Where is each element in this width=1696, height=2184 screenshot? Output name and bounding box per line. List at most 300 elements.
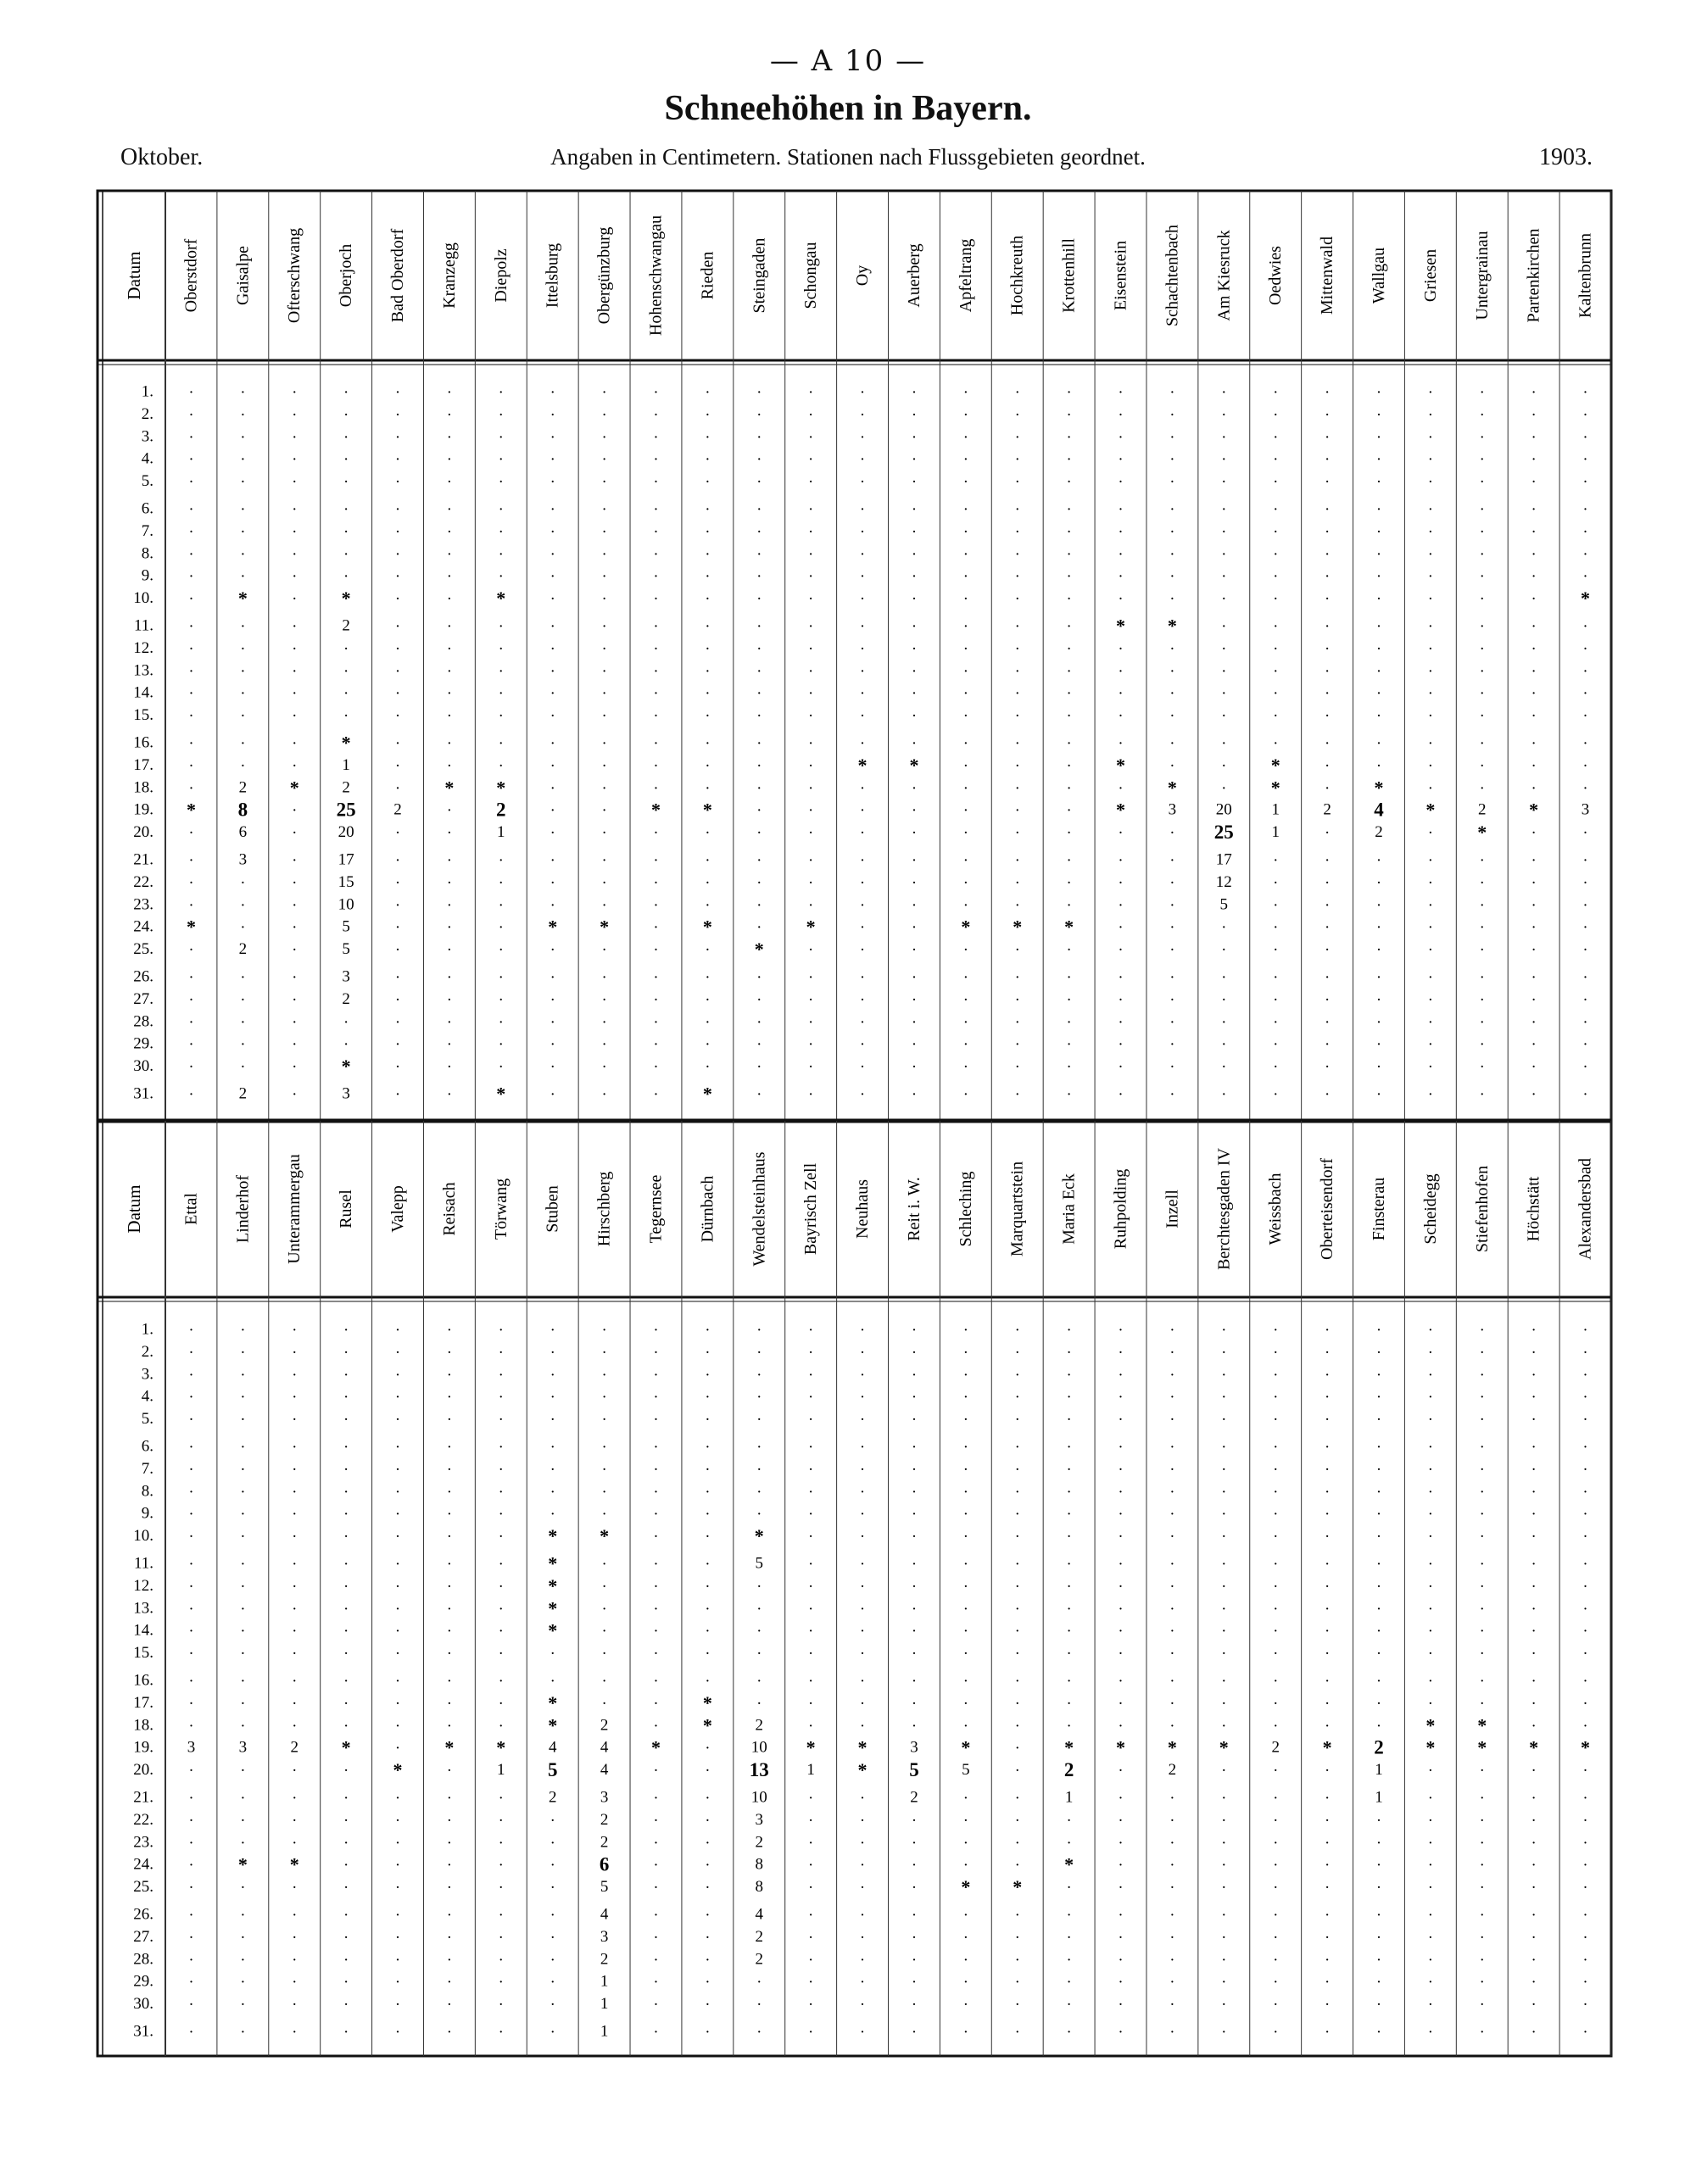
table-cell: . bbox=[550, 1384, 555, 1402]
table-cell: . bbox=[550, 1081, 555, 1100]
table-cell: . bbox=[1015, 1618, 1020, 1636]
table-cell: . bbox=[1428, 1362, 1433, 1380]
table-cell: . bbox=[395, 1852, 400, 1870]
table-cell: . bbox=[808, 1317, 813, 1335]
table-cell: . bbox=[447, 658, 452, 677]
table-cell: . bbox=[1531, 1501, 1537, 1519]
table-cell: . bbox=[808, 1992, 813, 2010]
table-cell: . bbox=[1221, 1456, 1226, 1474]
table-cell: . bbox=[1221, 1501, 1226, 1519]
table-cell: . bbox=[912, 635, 917, 654]
table-cell: . bbox=[1273, 1875, 1278, 1893]
table-cell: . bbox=[1428, 1618, 1433, 1636]
table-cell: * bbox=[548, 1597, 558, 1619]
table-cell: . bbox=[395, 658, 400, 677]
table-cell: . bbox=[1221, 775, 1226, 794]
table-cell: 2 bbox=[910, 1788, 918, 1807]
table-cell: 2 bbox=[1063, 1759, 1074, 1781]
table-cell: . bbox=[602, 586, 606, 604]
table-cell: . bbox=[860, 775, 865, 794]
table-cell: . bbox=[1376, 446, 1381, 465]
table-cell: . bbox=[963, 635, 968, 654]
table-cell: . bbox=[343, 1434, 349, 1452]
table-cell: . bbox=[808, 1969, 813, 1987]
table-cell: . bbox=[395, 541, 400, 560]
table-cell: . bbox=[1531, 1479, 1537, 1497]
day-label: 28. bbox=[133, 1950, 153, 1969]
table-cell: . bbox=[654, 1081, 658, 1100]
table-cell: . bbox=[1015, 541, 1020, 560]
table-cell: . bbox=[756, 1573, 762, 1591]
station-header: Hohenschwangau bbox=[646, 214, 666, 337]
table-cell: . bbox=[602, 1031, 606, 1050]
table-cell: . bbox=[1428, 1551, 1433, 1569]
table-cell: . bbox=[550, 1992, 555, 2010]
table-cell: . bbox=[654, 658, 658, 677]
table-cell: . bbox=[395, 1479, 400, 1497]
table-cell: . bbox=[1480, 1009, 1485, 1028]
day-label: 4. bbox=[141, 449, 153, 468]
table-cell: . bbox=[963, 1830, 968, 1848]
table-cell: . bbox=[1067, 446, 1071, 465]
table-cell: . bbox=[499, 1785, 504, 1803]
table-cell: . bbox=[1119, 1807, 1123, 1825]
table-cell: . bbox=[1273, 1551, 1278, 1569]
table-cell: . bbox=[1015, 1573, 1020, 1591]
table-cell: . bbox=[447, 1924, 452, 1942]
table-cell: . bbox=[499, 1434, 504, 1452]
table-cell: . bbox=[240, 1807, 245, 1825]
table-cell: . bbox=[189, 730, 193, 749]
table-cell: . bbox=[292, 914, 297, 933]
table-cell: . bbox=[1583, 1551, 1587, 1569]
table-cell: . bbox=[189, 869, 193, 888]
table-cell: . bbox=[1015, 937, 1020, 956]
table-cell: . bbox=[1531, 1902, 1537, 1920]
table-cell: . bbox=[343, 1668, 349, 1686]
table-cell: . bbox=[963, 1641, 968, 1659]
table-cell: . bbox=[343, 1339, 349, 1357]
table-cell: . bbox=[1015, 1992, 1020, 2010]
table-cell: . bbox=[1376, 1362, 1381, 1380]
table-cell: . bbox=[860, 797, 865, 816]
table-cell: . bbox=[1067, 1317, 1071, 1335]
table-cell: . bbox=[602, 401, 606, 420]
table-cell: . bbox=[860, 541, 865, 560]
table-cell: . bbox=[1480, 1992, 1485, 2010]
table-cell: . bbox=[860, 469, 865, 488]
table-cell: . bbox=[499, 658, 504, 677]
table-cell: . bbox=[756, 1407, 762, 1425]
table-cell: . bbox=[240, 1668, 245, 1686]
table-cell: . bbox=[1119, 1618, 1123, 1636]
table-cell: * bbox=[341, 732, 351, 754]
page-number: — A 10 — bbox=[769, 44, 927, 78]
table-cell: . bbox=[447, 869, 452, 888]
table-cell: . bbox=[756, 446, 762, 465]
table-cell: 4 bbox=[548, 1738, 557, 1757]
table-cell: . bbox=[1428, 820, 1433, 838]
table-cell: 2 bbox=[1271, 1738, 1280, 1757]
table-cell: . bbox=[912, 1807, 917, 1825]
table-cell: . bbox=[1480, 379, 1485, 398]
table-cell: . bbox=[808, 1690, 813, 1708]
table-cell: . bbox=[808, 730, 813, 749]
table-cell: . bbox=[1325, 1479, 1330, 1497]
table-cell: . bbox=[1015, 1434, 1020, 1452]
table-cell: . bbox=[963, 1339, 968, 1357]
table-cell: . bbox=[1428, 1524, 1433, 1542]
table-cell: * bbox=[1322, 1736, 1332, 1758]
table-cell: * bbox=[600, 1525, 610, 1547]
table-cell: . bbox=[706, 1807, 710, 1825]
table-cell: . bbox=[1015, 1317, 1020, 1335]
table-cell: . bbox=[1015, 613, 1020, 632]
table-cell: . bbox=[1325, 1596, 1330, 1614]
table-cell: . bbox=[654, 1713, 658, 1731]
table-cell: . bbox=[1325, 2019, 1330, 2037]
table-cell: . bbox=[1067, 635, 1071, 654]
table-cell: . bbox=[912, 1902, 917, 1920]
table-cell: . bbox=[1376, 1054, 1381, 1072]
table-cell: 13 bbox=[749, 1759, 769, 1781]
table-cell: . bbox=[912, 869, 917, 888]
table-cell: . bbox=[292, 1641, 297, 1659]
table-cell: . bbox=[1170, 1434, 1174, 1452]
table-cell: . bbox=[292, 1618, 297, 1636]
table-cell: . bbox=[343, 1875, 349, 1893]
table-cell: 8 bbox=[237, 799, 248, 821]
table-cell: . bbox=[1170, 1807, 1174, 1825]
table-cell: . bbox=[395, 847, 400, 866]
table-cell: . bbox=[1015, 1009, 1020, 1028]
table-cell: . bbox=[1583, 1947, 1587, 1965]
table-cell: . bbox=[1221, 401, 1226, 420]
table-cell: . bbox=[654, 937, 658, 956]
table-cell: . bbox=[292, 2019, 297, 2037]
table-cell: . bbox=[654, 446, 658, 465]
table-cell: 4 bbox=[1374, 799, 1384, 821]
table-cell: . bbox=[240, 1690, 245, 1708]
table-cell: . bbox=[808, 496, 813, 515]
table-cell: . bbox=[706, 1735, 710, 1753]
table-cell: . bbox=[963, 752, 968, 771]
table-cell: . bbox=[1428, 1830, 1433, 1848]
table-cell: . bbox=[292, 1596, 297, 1614]
table-cell: . bbox=[343, 424, 349, 443]
day-label: 17. bbox=[133, 1693, 153, 1712]
table-cell: . bbox=[1273, 613, 1278, 632]
table-cell: . bbox=[1221, 703, 1226, 722]
table-cell: . bbox=[1221, 1758, 1226, 1776]
table-cell: . bbox=[963, 1524, 968, 1542]
table-cell: . bbox=[912, 586, 917, 604]
table-cell: . bbox=[1170, 914, 1174, 933]
table-cell: . bbox=[1376, 1830, 1381, 1848]
table-cell: * bbox=[548, 1714, 558, 1736]
table-cell: . bbox=[395, 1668, 400, 1686]
table-cell: . bbox=[654, 1807, 658, 1825]
table-cell: . bbox=[1170, 586, 1174, 604]
table-cell: . bbox=[1428, 1596, 1433, 1614]
table-cell: . bbox=[1015, 1785, 1020, 1803]
table-cell: . bbox=[602, 1551, 606, 1569]
table-cell: . bbox=[602, 730, 606, 749]
table-cell: . bbox=[1067, 1924, 1071, 1942]
table-cell: . bbox=[602, 613, 606, 632]
table-cell: . bbox=[1015, 401, 1020, 420]
table-cell: . bbox=[240, 986, 245, 1005]
day-label: 16. bbox=[133, 733, 153, 752]
table-cell: . bbox=[343, 1902, 349, 1920]
table-cell: * bbox=[1581, 1736, 1591, 1758]
table-cell: . bbox=[240, 1618, 245, 1636]
table-cell: . bbox=[1531, 820, 1537, 838]
table-cell: . bbox=[1480, 1031, 1485, 1050]
table-cell: . bbox=[240, 1339, 245, 1357]
table-cell: . bbox=[912, 1551, 917, 1569]
table-cell: . bbox=[499, 1031, 504, 1050]
table-cell: . bbox=[550, 775, 555, 794]
table-cell: . bbox=[1428, 401, 1433, 420]
table-cell: . bbox=[240, 658, 245, 677]
table-cell: . bbox=[343, 703, 349, 722]
table-cell: . bbox=[912, 703, 917, 722]
table-cell: . bbox=[912, 1596, 917, 1614]
table-cell: . bbox=[654, 541, 658, 560]
table-cell: . bbox=[1480, 1690, 1485, 1708]
table-cell: . bbox=[292, 1902, 297, 1920]
table-cell: . bbox=[654, 563, 658, 582]
table-cell: . bbox=[1015, 1081, 1020, 1100]
table-cell: . bbox=[1170, 1947, 1174, 1965]
table-cell: . bbox=[1273, 680, 1278, 699]
table-cell: . bbox=[860, 1054, 865, 1072]
table-cell: . bbox=[706, 869, 710, 888]
table-cell: . bbox=[654, 469, 658, 488]
table-cell: . bbox=[1583, 1384, 1587, 1402]
table-cell: . bbox=[395, 1501, 400, 1519]
table-cell: . bbox=[240, 680, 245, 699]
table-cell: . bbox=[1376, 1479, 1381, 1497]
day-label: 21. bbox=[133, 1788, 153, 1807]
table-cell: . bbox=[447, 937, 452, 956]
table-cell: . bbox=[1067, 1009, 1071, 1028]
table-cell: . bbox=[1531, 496, 1537, 515]
table-cell: . bbox=[1376, 1596, 1381, 1614]
table-cell: . bbox=[1273, 914, 1278, 933]
table-cell: . bbox=[808, 1668, 813, 1686]
table-cell: . bbox=[808, 703, 813, 722]
table-cell: . bbox=[1480, 658, 1485, 677]
table-cell: . bbox=[912, 1407, 917, 1425]
table-cell: . bbox=[860, 1947, 865, 1965]
table-cell: . bbox=[1273, 892, 1278, 911]
table-cell: 3 bbox=[238, 850, 248, 869]
table-cell: . bbox=[963, 1479, 968, 1497]
table-cell: . bbox=[654, 680, 658, 699]
table-cell: . bbox=[1170, 563, 1174, 582]
table-cell: . bbox=[447, 1031, 452, 1050]
table-cell: . bbox=[343, 401, 349, 420]
table-cell: . bbox=[706, 964, 710, 983]
table-cell: . bbox=[1531, 1785, 1537, 1803]
table-cell: . bbox=[860, 1924, 865, 1942]
table-cell: . bbox=[756, 1992, 762, 2010]
table-cell: * bbox=[806, 916, 816, 938]
table-cell: . bbox=[1531, 1807, 1537, 1825]
table-cell: . bbox=[1325, 1668, 1330, 1686]
table-cell: . bbox=[1015, 446, 1020, 465]
table-cell: . bbox=[499, 401, 504, 420]
table-cell: . bbox=[1428, 1690, 1433, 1708]
table-cell: . bbox=[654, 1551, 658, 1569]
table-cell: . bbox=[1170, 1009, 1174, 1028]
table-cell: . bbox=[240, 703, 245, 722]
table-cell: . bbox=[1376, 541, 1381, 560]
table-cell: . bbox=[343, 1317, 349, 1335]
table-cell: . bbox=[1583, 752, 1587, 771]
table-cell: . bbox=[912, 1713, 917, 1731]
table-cell: . bbox=[654, 1641, 658, 1659]
day-label: 8. bbox=[141, 1482, 153, 1501]
table-cell: . bbox=[706, 937, 710, 956]
table-cell: . bbox=[1119, 1690, 1123, 1708]
table-cell: . bbox=[395, 1031, 400, 1050]
table-cell: . bbox=[240, 1924, 245, 1942]
table-cell: . bbox=[447, 518, 452, 537]
table-cell: . bbox=[860, 820, 865, 838]
table-cell: . bbox=[1428, 379, 1433, 398]
table-cell: . bbox=[292, 1456, 297, 1474]
table-cell: . bbox=[447, 1596, 452, 1614]
table-cell: . bbox=[189, 2019, 193, 2037]
table-cell: . bbox=[706, 1384, 710, 1402]
table-cell: . bbox=[808, 424, 813, 443]
table-cell: . bbox=[1119, 1668, 1123, 1686]
table-cell: . bbox=[756, 986, 762, 1005]
table-cell: . bbox=[1273, 1573, 1278, 1591]
table-cell: . bbox=[1376, 1969, 1381, 1987]
table-cell: . bbox=[602, 1501, 606, 1519]
table-cell: 8 bbox=[755, 1878, 764, 1897]
table-cell: . bbox=[1480, 1384, 1485, 1402]
table-cell: . bbox=[189, 986, 193, 1005]
table-cell: . bbox=[1067, 496, 1071, 515]
table-cell: . bbox=[550, 680, 555, 699]
table-cell: . bbox=[499, 914, 504, 933]
table-cell: . bbox=[860, 1501, 865, 1519]
day-label: 12. bbox=[133, 1576, 153, 1595]
table-cell: . bbox=[1531, 613, 1537, 632]
table-cell: . bbox=[654, 703, 658, 722]
table-cell: . bbox=[1583, 1713, 1587, 1731]
table-cell: . bbox=[1119, 1641, 1123, 1659]
table-cell: . bbox=[808, 1384, 813, 1402]
table-cell: . bbox=[292, 1992, 297, 2010]
table-cell: . bbox=[860, 1573, 865, 1591]
table-cell: . bbox=[706, 1317, 710, 1335]
table-cell: . bbox=[1428, 1875, 1433, 1893]
station-header: Rusel bbox=[337, 1190, 356, 1228]
table-cell: . bbox=[1480, 869, 1485, 888]
table-cell: . bbox=[189, 446, 193, 465]
table-cell: . bbox=[756, 914, 762, 933]
table-cell: . bbox=[912, 1479, 917, 1497]
table-cell: . bbox=[1325, 752, 1330, 771]
table-cell: . bbox=[1067, 1524, 1071, 1542]
table-cell: . bbox=[499, 469, 504, 488]
table-cell: . bbox=[240, 563, 245, 582]
table-cell: . bbox=[1480, 1456, 1485, 1474]
table-cell: . bbox=[1583, 1668, 1587, 1686]
table-cell: . bbox=[240, 1969, 245, 1987]
table-cell: . bbox=[1376, 1852, 1381, 1870]
table-cell: . bbox=[1583, 1852, 1587, 1870]
table-cell: . bbox=[1221, 586, 1226, 604]
table-cell: . bbox=[1015, 986, 1020, 1005]
table-cell: . bbox=[1221, 1902, 1226, 1920]
table-cell: . bbox=[808, 1081, 813, 1100]
table-cell: . bbox=[550, 1031, 555, 1050]
table-cell: . bbox=[189, 518, 193, 537]
table-cell: . bbox=[240, 1456, 245, 1474]
station-header: Schongau bbox=[801, 242, 821, 309]
table-cell: . bbox=[756, 401, 762, 420]
table-cell: . bbox=[1531, 401, 1537, 420]
table-cell: . bbox=[1273, 2019, 1278, 2037]
table-cell: . bbox=[550, 1852, 555, 1870]
table-cell: . bbox=[189, 1524, 193, 1542]
table-cell: . bbox=[499, 1830, 504, 1848]
table-cell: . bbox=[706, 703, 710, 722]
station-header: Neuhaus bbox=[853, 1179, 873, 1239]
table-cell: . bbox=[499, 1524, 504, 1542]
table-cell: . bbox=[1067, 1902, 1071, 1920]
table-cell: . bbox=[1119, 1081, 1123, 1100]
table-cell: . bbox=[912, 1434, 917, 1452]
table-cell: . bbox=[499, 424, 504, 443]
table-cell: . bbox=[808, 869, 813, 888]
table-cell: . bbox=[1119, 469, 1123, 488]
table-cell: . bbox=[447, 1362, 452, 1380]
table-cell: . bbox=[912, 1969, 917, 1987]
table-cell: . bbox=[1273, 1501, 1278, 1519]
table-cell: 2 bbox=[600, 1810, 609, 1829]
table-cell: . bbox=[654, 635, 658, 654]
table-cell: . bbox=[860, 1618, 865, 1636]
table-cell: 3 bbox=[342, 967, 350, 986]
table-cell: . bbox=[1325, 496, 1330, 515]
station-header: Ruhpolding bbox=[1111, 1168, 1130, 1250]
table-cell: . bbox=[1119, 1054, 1123, 1072]
table-cell: 5 bbox=[547, 1759, 558, 1781]
table-cell: . bbox=[189, 1992, 193, 2010]
table-cell: . bbox=[1119, 1407, 1123, 1425]
table-cell: . bbox=[395, 1384, 400, 1402]
table-cell: . bbox=[1221, 613, 1226, 632]
table-cell: . bbox=[1067, 1596, 1071, 1614]
table-cell: . bbox=[395, 964, 400, 983]
table-cell: . bbox=[1119, 379, 1123, 398]
table-cell: . bbox=[499, 1713, 504, 1731]
table-cell: . bbox=[499, 1456, 504, 1474]
table-cell: . bbox=[1221, 1362, 1226, 1380]
table-cell: . bbox=[1428, 518, 1433, 537]
table-cell: . bbox=[1531, 703, 1537, 722]
table-cell: . bbox=[189, 401, 193, 420]
table-cell: . bbox=[1583, 1524, 1587, 1542]
